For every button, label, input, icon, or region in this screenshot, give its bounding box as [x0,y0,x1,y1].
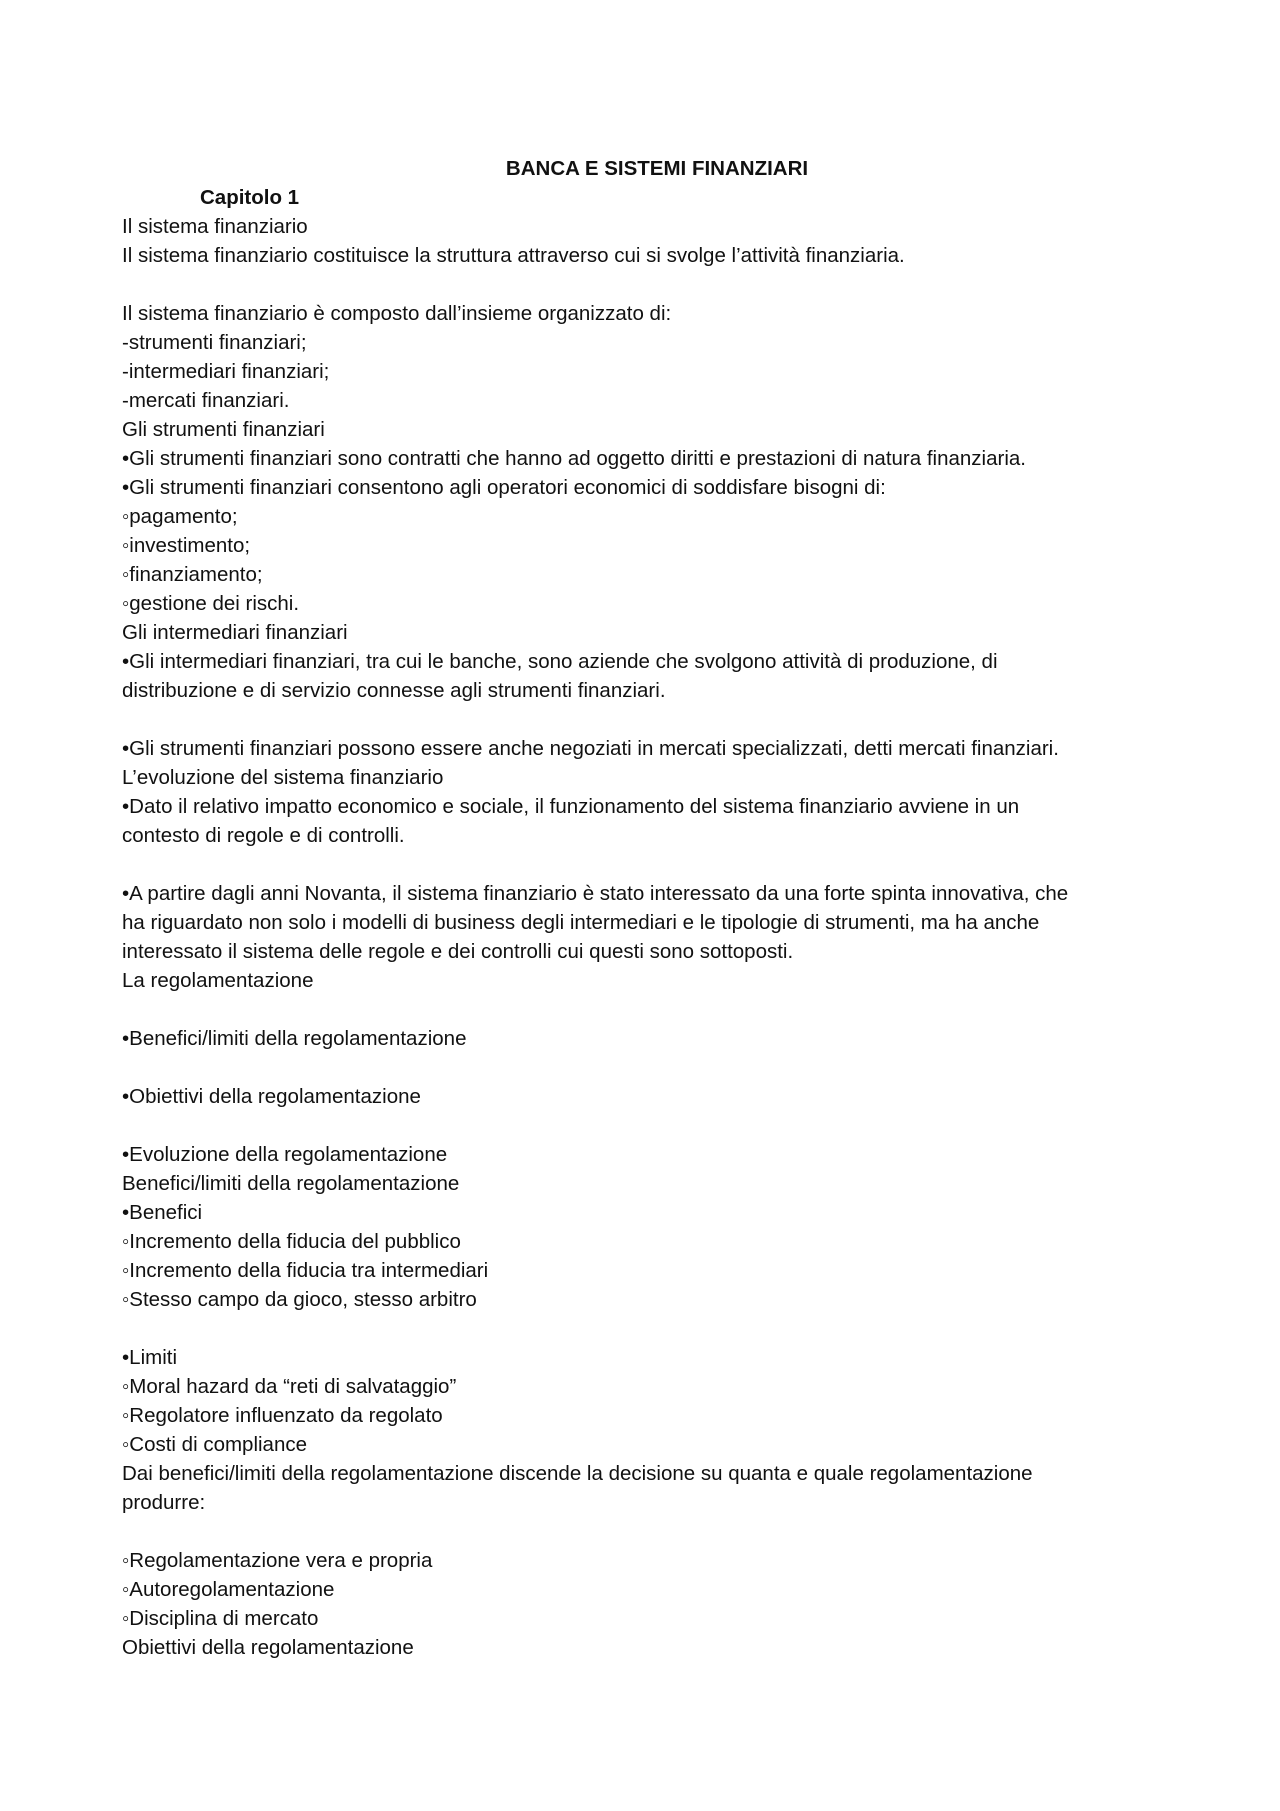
blank-line [122,1314,1162,1343]
blank-line [122,1111,1162,1140]
text-line: ◦gestione dei rischi. [122,592,300,615]
document-text [122,212,1162,1662]
text-line: •Gli strumenti finanziari possono essere anche negoziati in mercati specializzati, detti mercati finanziari. [122,737,1059,760]
text-line: Gli intermediari finanziari [122,621,348,644]
text-line: •Dato il relativo impatto economico e sociale, il funzionamento del sistema finanziario avviene in un [122,795,1020,818]
text-line: •Obiettivi della regolamentazione [122,1085,421,1108]
text-line: -mercati finanziari. [122,389,290,412]
text-line: ◦Regolamentazione vera e propria [122,1549,433,1572]
text-line: ◦Autoregolamentazione [122,1578,335,1601]
text-line: ◦Costi di compliance [122,1433,308,1456]
text-line: La regolamentazione [122,969,314,992]
text-line: •Limiti [122,1346,178,1369]
document-title: BANCA E SISTEMI FINANZIARI [505,157,809,180]
text-line: contesto di regole e di controlli. [122,824,405,847]
text-line: ha riguardato non solo i modelli di business degli intermediari e le tipologie di strumenti, ma ha anche [122,911,1040,934]
text-line: -intermediari finanziari; [122,360,330,383]
blank-line [122,995,1162,1024]
text-line: •Gli strumenti finanziari sono contratti che hanno ad oggetto diritti e prestazioni di natura finanziaria. [122,447,1026,470]
text-line: distribuzione e di servizio connesse agli strumenti finanziari. [122,679,666,702]
text-line: ◦Stesso campo da gioco, stesso arbitro [122,1288,477,1311]
text-line: •Gli strumenti finanziari consentono agli operatori economici di soddisfare bisogni di: [122,476,886,499]
text-line: ◦Incremento della fiducia del pubblico [122,1230,461,1253]
text-line: ◦Moral hazard da “reti di salvataggio” [122,1375,457,1398]
document-body [122,154,1162,1662]
text-line: -strumenti finanziari; [122,331,307,354]
text-line: Il sistema finanziario [122,215,308,238]
blank-line [122,270,1162,299]
text-line: Il sistema finanziario è composto dall’insieme organizzato di: [122,302,672,325]
text-line: •A partire dagli anni Novanta, il sistema finanziario è stato interessato da una forte spinta innovativa, che [122,882,1069,905]
text-line: ◦investimento; [122,534,251,557]
text-line: ◦Incremento della fiducia tra intermediari [122,1259,489,1282]
text-line: ◦Regolatore influenzato da regolato [122,1404,443,1427]
text-line: •Gli intermediari finanziari, tra cui le banche, sono aziende che svolgono attività di produzione, di [122,650,998,673]
text-line: Benefici/limiti della regolamentazione [122,1172,460,1195]
text-line: Il sistema finanziario costituisce la struttura attraverso cui si svolge l’attività finanziaria. [122,244,905,267]
text-line: interessato il sistema delle regole e dei controlli cui questi sono sottoposti. [122,940,794,963]
text-line: Gli strumenti finanziari [122,418,325,441]
text-line: produrre: [122,1491,206,1514]
text-line: L’evoluzione del sistema finanziario [122,766,444,789]
text-line: Dai benefici/limiti della regolamentazione discende la decisione su quanta e quale regolamentazione [122,1462,1033,1485]
blank-line [122,1053,1162,1082]
blank-line [122,705,1162,734]
blank-line [122,1517,1162,1546]
blank-line [122,850,1162,879]
chapter-heading: Capitolo 1 [200,186,300,209]
text-line: •Benefici/limiti della regolamentazione [122,1027,467,1050]
text-line: ◦Disciplina di mercato [122,1607,319,1630]
text-line: •Evoluzione della regolamentazione [122,1143,448,1166]
text-line: •Benefici [122,1201,203,1224]
text-line: ◦pagamento; [122,505,238,528]
text-line: Obiettivi della regolamentazione [122,1636,414,1659]
text-line: ◦finanziamento; [122,563,263,586]
